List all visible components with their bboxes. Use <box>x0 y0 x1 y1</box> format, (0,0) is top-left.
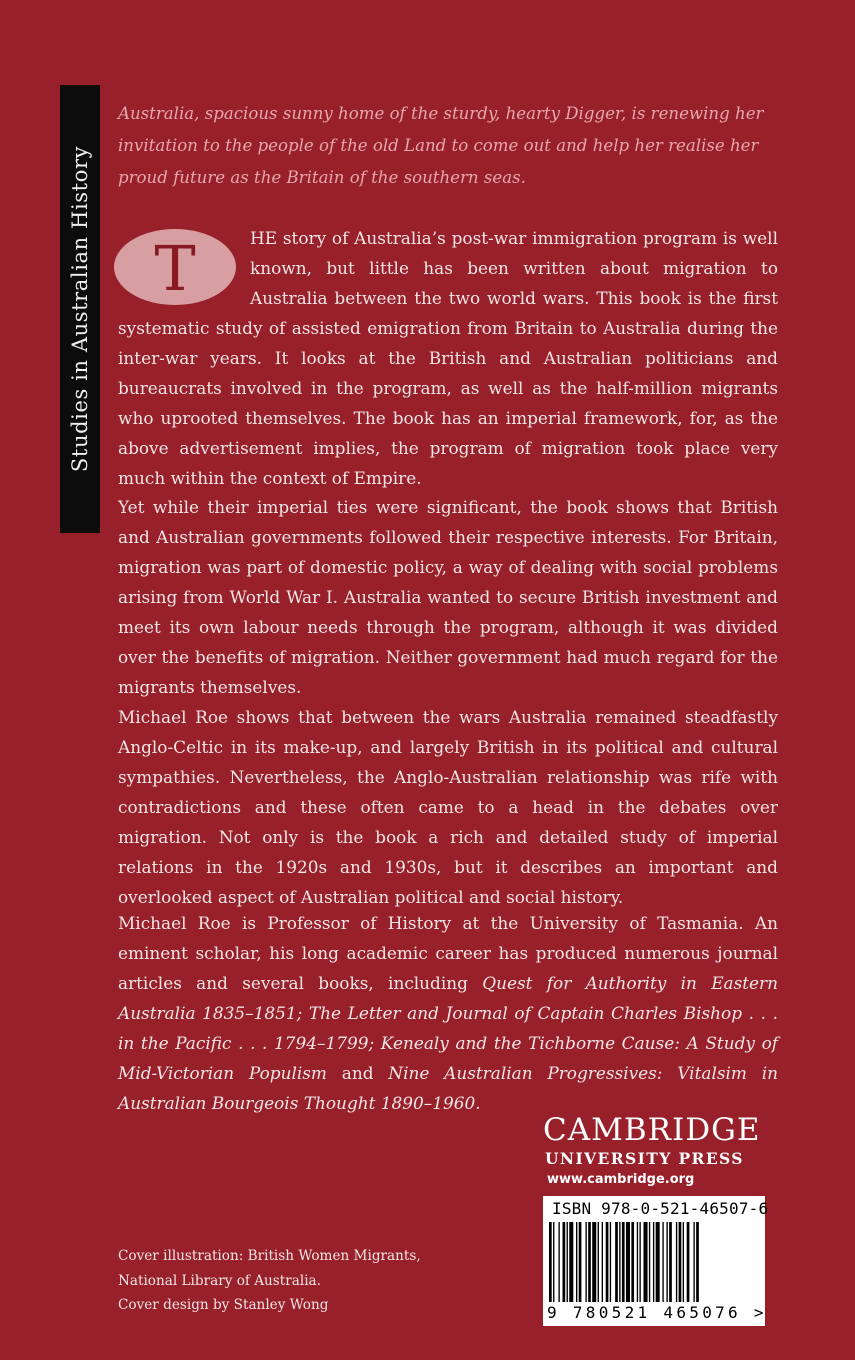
paragraph-intro-text: HE story of Australia’s post-war immigration program is well known, but little has been written about migration to Australia between the two world wars. This book is the first systematic study of assisted emigration from Britain to Australia during the inter-war years. It looks at the British and Australian politicians and bureaucrats involved in the program, as well as the half-million migrants who uprooted themselves. The book has an imperial framework, for, as the above advertisement implies, the program of migration took place very much within the context of Empire. <box>118 228 778 488</box>
paragraph-governments: Yet while their imperial ties were significant, the book shows that British and Australian governments followed their respective interests. For Britain, migration was part of domestic policy, a way of dealing with social problems arising from World War I. Australia wanted to secure British investment and meet its own labour needs through the program, although it was divided over the benefits of migration. Neither government had much regard for the migrants themselves. <box>118 497 778 697</box>
drop-cap-letter: T <box>154 232 196 305</box>
cover-credits <box>118 1244 438 1318</box>
credit-design: Cover design by Stanley Wong <box>118 1297 329 1313</box>
series-spine <box>60 85 100 533</box>
bio-intro: Michael Roe is Professor of History at the University of Tasmania. An eminent scholar, his long academic career has produced numerous journal articles and several books, including <box>118 913 778 993</box>
isbn-barcode <box>543 1196 769 1326</box>
publisher-subtitle: UNIVERSITY PRESS <box>545 1149 744 1168</box>
bio-books-2: Nine Australian Progressives: Vitalsim in Australian Bourgeois Thought 1890–1960. <box>118 1063 778 1113</box>
drop-cap <box>114 229 240 309</box>
series-title: Studies in Australian History <box>68 145 92 473</box>
paragraph-intro <box>118 223 778 493</box>
publisher-name: CAMBRIDGE <box>543 1112 761 1148</box>
credit-library: National Library of Australia. <box>118 1272 321 1289</box>
publisher-url: www.cambridge.org <box>547 1172 695 1187</box>
bio-and: and <box>326 1063 389 1083</box>
barcode-digits: 9 780521 465076 > <box>547 1303 767 1322</box>
bio-books-1: Quest for Authority in Eastern Australia 1835–1851; The Letter and Journal of Captain Charles Bishop . . . in the Pacific . . . 1794–1799; Kenealy and the Tichborne Cause: A Study of Mid-Victorian Populism <box>118 973 779 1083</box>
epigraph: Australia, spacious sunny home of the sturdy, hearty Digger, is renewing her invitation to the people of the old Land to come out and help her realise her proud future as the Britain of the southern seas. <box>118 104 764 187</box>
paragraph-relations: Michael Roe shows that between the wars Australia remained steadfastly Anglo-Celtic in its make-up, and largely British in its political and cultural sympathies. Nevertheless, the Anglo-Australian relationship was rife with contradictions and these often came to a head in the debates over migration. Not only is the book a rich and detailed study of imperial relations in the 1920s and 1930s, but it describes an important and overlooked aspect of Australian political and social history. <box>118 707 778 907</box>
barcode-icon <box>549 1222 755 1302</box>
publisher-logo <box>543 1112 765 1190</box>
credit-illustration: Cover illustration: British Women Migrants, <box>118 1248 421 1264</box>
paragraph-author-bio <box>118 908 778 1118</box>
isbn-text: ISBN 978-0-521-46507-6 <box>552 1199 769 1218</box>
